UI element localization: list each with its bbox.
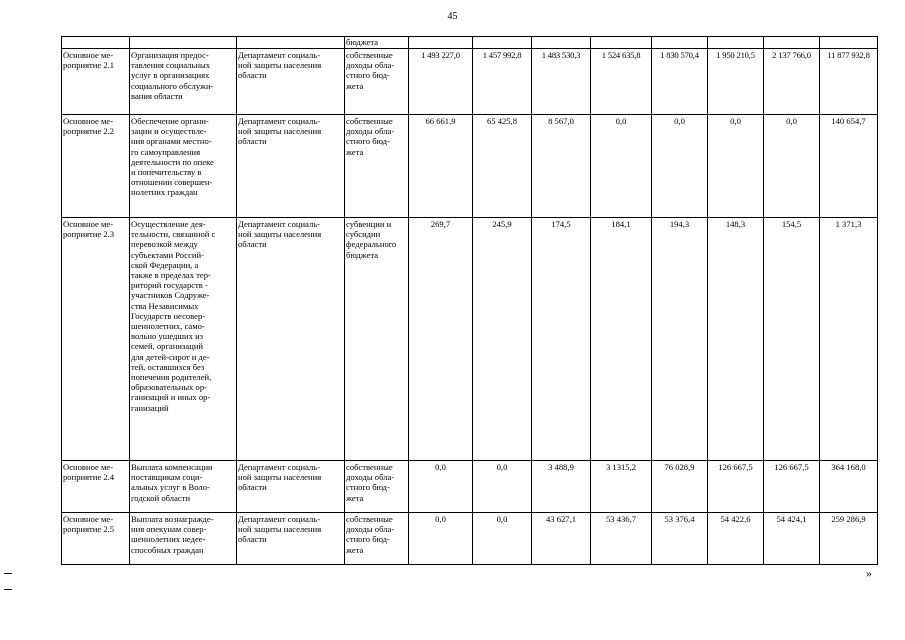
description-cell: Выплата вознагражде- ния опекунам совер- шеннолетних недее- способных граждан [130, 513, 237, 565]
value-cell: 269,7 [409, 218, 473, 461]
source-cell: собственные доходы обла- стного бюд- жета [345, 115, 409, 218]
budget-table [61, 36, 878, 565]
table-row [62, 218, 878, 461]
value-cell: 0,0 [473, 461, 532, 513]
margin-mark [4, 573, 12, 574]
table-cell [130, 37, 237, 49]
value-cell: 0,0 [652, 115, 708, 218]
event-cell: Основное ме- роприятие 2.1 [62, 49, 130, 115]
value-cell: 0,0 [591, 115, 652, 218]
value-cell: 126 667,5 [764, 461, 820, 513]
description-cell: Выплата компенсации поставщикам соци- альных услуг в Воло- годской области [130, 461, 237, 513]
table-row [62, 115, 878, 218]
table-row [62, 49, 878, 115]
executor-cell: Департамент социаль- ной защиты населения области [237, 513, 345, 565]
value-cell: 0,0 [708, 115, 764, 218]
value-cell: 3 488,9 [532, 461, 591, 513]
source-cell: собственные доходы обла- стного бюд- жета [345, 461, 409, 513]
description-cell: Обеспечение органи- зации и осуществле- ния органами местно- го самоуправления деятельности по опеке и попечительству в отношении совершен- нолетних граждан [130, 115, 237, 218]
table-row [62, 37, 878, 49]
value-cell: 53 376,4 [652, 513, 708, 565]
table-cell [708, 37, 764, 49]
value-cell: 1 457 992,8 [473, 49, 532, 115]
value-cell: 245,9 [473, 218, 532, 461]
table-cell [764, 37, 820, 49]
source-cell: собственные доходы обла- стного бюд- жета [345, 513, 409, 565]
total-cell: 1 371,3 [820, 218, 878, 461]
value-cell: 0,0 [409, 513, 473, 565]
value-cell: 3 1315,2 [591, 461, 652, 513]
value-cell: 174,5 [532, 218, 591, 461]
value-cell: 53 436,7 [591, 513, 652, 565]
source-cell: собственные доходы обла- стного бюд- жета [345, 49, 409, 115]
total-cell: 11 877 932,8 [820, 49, 878, 115]
description-cell: Осуществление дея- тельности, связанной с перевозкой между субъектами Россий- ской Федерации, а также в пределах тер- риторий государств - участников Содруже- ства Независимых Государств несовер- шеннолетних, само- вольно ушедших из семей, организаций для детей-сирот и де- тей, оставшихся без попечения родителей, образовательных ор- ганизаций и иных ор- ганизаций [130, 218, 237, 461]
value-cell: 1 524 635,8 [591, 49, 652, 115]
total-cell: 140 654,7 [820, 115, 878, 218]
table-cell [652, 37, 708, 49]
value-cell: 0,0 [764, 115, 820, 218]
table-cell [591, 37, 652, 49]
event-cell: Основное ме- роприятие 2.5 [62, 513, 130, 565]
value-cell: 1 483 530,3 [532, 49, 591, 115]
value-cell: 65 425,8 [473, 115, 532, 218]
value-cell: 0,0 [409, 461, 473, 513]
value-cell: 184,1 [591, 218, 652, 461]
table-cell [473, 37, 532, 49]
value-cell: 154,5 [764, 218, 820, 461]
table-cell [532, 37, 591, 49]
value-cell: 54 424,1 [764, 513, 820, 565]
executor-cell: Департамент социаль- ной защиты населения области [237, 49, 345, 115]
table-cell [62, 37, 130, 49]
value-cell: 66 661,9 [409, 115, 473, 218]
executor-cell: Департамент социаль- ной защиты населения области [237, 461, 345, 513]
executor-cell: Департамент социаль- ной защиты населения области [237, 115, 345, 218]
value-cell: 0,0 [473, 513, 532, 565]
description-cell: Организация предос- тавления социальных услуг в организациях социального обслужи- вания области [130, 49, 237, 115]
page-number: 45 [447, 11, 458, 22]
total-cell: 364 168,0 [820, 461, 878, 513]
margin-mark [4, 589, 12, 590]
table-cell-source: бюджета [345, 37, 409, 49]
event-cell: Основное ме- роприятие 2.2 [62, 115, 130, 218]
table-cell [409, 37, 473, 49]
source-cell: субвенции и субсидии федерального бюджета [345, 218, 409, 461]
executor-cell: Департамент социаль- ной защиты населения области [237, 218, 345, 461]
value-cell: 148,3 [708, 218, 764, 461]
event-cell: Основное ме- роприятие 2.4 [62, 461, 130, 513]
value-cell: 76 028,9 [652, 461, 708, 513]
closing-quote: » [866, 566, 872, 580]
value-cell: 54 422,6 [708, 513, 764, 565]
table-cell [820, 37, 878, 49]
value-cell: 194,3 [652, 218, 708, 461]
total-cell: 259 286,9 [820, 513, 878, 565]
table-cell [237, 37, 345, 49]
value-cell: 8 567,0 [532, 115, 591, 218]
value-cell: 1 493 227,0 [409, 49, 473, 115]
value-cell: 1 950 210,5 [708, 49, 764, 115]
value-cell: 2 137 766,0 [764, 49, 820, 115]
value-cell: 43 627,1 [532, 513, 591, 565]
table-row [62, 513, 878, 565]
value-cell: 126 667,5 [708, 461, 764, 513]
value-cell: 1 830 570,4 [652, 49, 708, 115]
event-cell: Основное ме- роприятие 2.3 [62, 218, 130, 461]
table-row [62, 461, 878, 513]
